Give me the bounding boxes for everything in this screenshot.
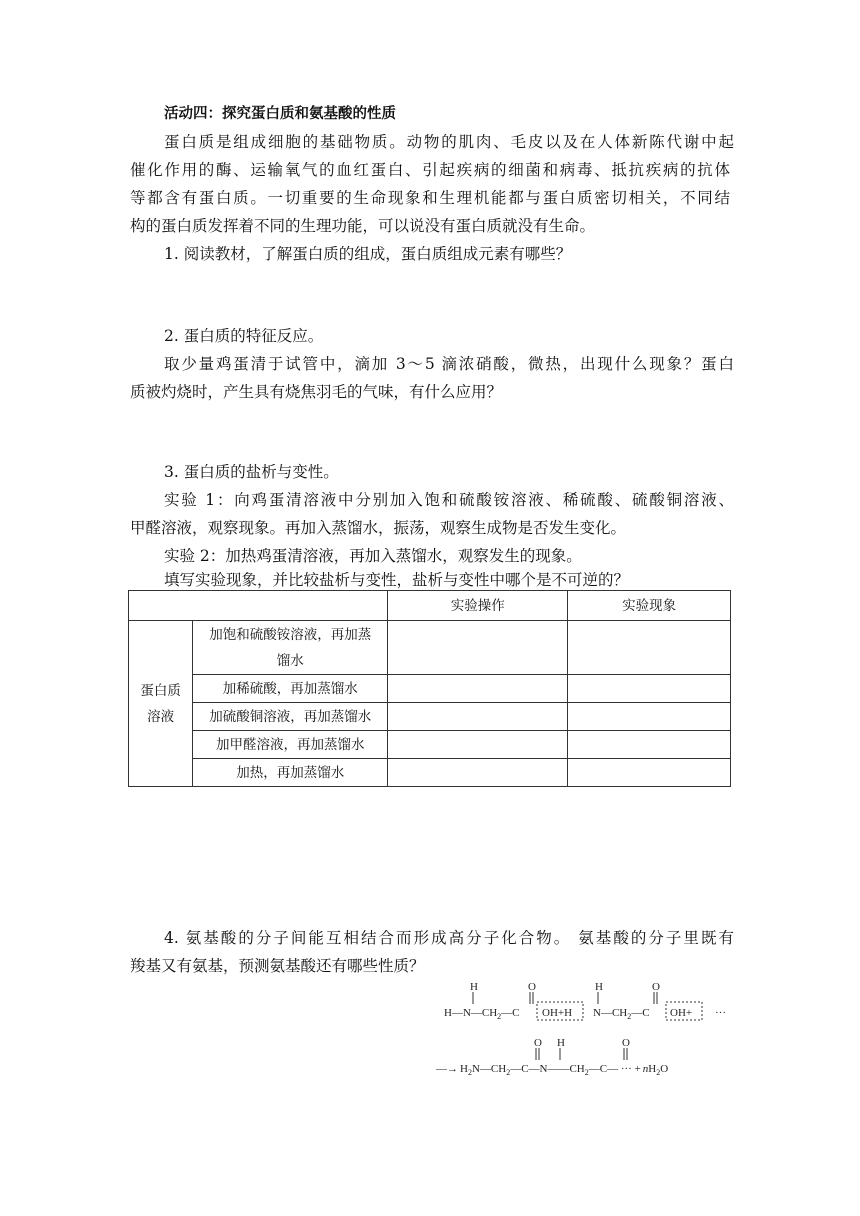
table-cell-operation[interactable] xyxy=(388,675,568,703)
table-cell-phenomenon[interactable] xyxy=(568,621,731,675)
table-header-phenomenon: 实验现象 xyxy=(568,591,731,621)
experiment-1-line-1: 实验 1：向鸡蛋清溶液中分别加入饱和硫酸铵溶液、稀硫酸、硫酸铜溶液、 xyxy=(164,491,734,509)
table-cell-condition: 加热，再加蒸馏水 xyxy=(193,759,388,787)
table-header-operation: 实验操作 xyxy=(388,591,568,621)
formula-fragment: OH+H xyxy=(542,1007,573,1019)
table-row xyxy=(129,759,731,787)
atom-o: O xyxy=(652,981,660,993)
table-cell-operation[interactable] xyxy=(388,759,568,787)
atom-o: O xyxy=(528,981,536,993)
atom-o: O xyxy=(622,1037,630,1049)
condition-line: 馏水 xyxy=(276,652,304,669)
intro-line-4: 构的蛋白质发挥着不同的生理功能，可以说没有蛋白质就没有生命。 xyxy=(130,217,596,235)
table-cell-condition: 加硫酸铜溶液，再加蒸馏水 xyxy=(193,703,388,731)
question-2-line-1: 取少量鸡蛋清于试管中，滴加 3～5 滴浓硝酸，微热，出现什么现象？蛋白 xyxy=(164,355,734,373)
formula-fragment: $N—CH_2—C$ xyxy=(593,1007,650,1021)
table-cell-phenomenon[interactable] xyxy=(568,703,731,731)
question-2-line-2: 质被灼烧时，产生具有烧焦羽毛的气味，有什么应用？ xyxy=(130,383,503,401)
peptide-reaction-equation xyxy=(430,978,730,1080)
question-4-line-1: 4. 氨基酸的分子间能互相结合而形成高分子化合物。 氨基酸的分子里既有 xyxy=(164,929,734,947)
table-cell-operation[interactable] xyxy=(388,703,568,731)
table-row xyxy=(129,703,731,731)
table-cell-phenomenon[interactable] xyxy=(568,731,731,759)
table-cell-condition: 加稀硫酸，再加蒸馏水 xyxy=(193,675,388,703)
question-1: 1. 阅读教材，了解蛋白质的组成，蛋白质组成元素有哪些？ xyxy=(164,245,572,263)
activity-heading: 活动四：探究蛋白质和氨基酸的性质 xyxy=(164,106,396,122)
question-3-title: 3. 蛋白质的盐析与变性。 xyxy=(164,463,339,481)
table-row xyxy=(129,675,731,703)
experiment-2: 实验 2：加热鸡蛋清溶液，再加入蒸馏水，观察发生的现象。 xyxy=(164,547,582,565)
intro-line-2: 催化作用的酶、运输氧气的血红蛋白、引起疾病的细菌和病毒、抵抗疾病的抗体 xyxy=(130,161,730,179)
experiment-1-line-2: 甲醛溶液，观察现象。再加入蒸馏水，振荡，观察生成物是否发生变化。 xyxy=(130,519,627,537)
table-cell-phenomenon[interactable] xyxy=(568,675,731,703)
table-row xyxy=(129,621,731,675)
table-cell-phenomenon[interactable] xyxy=(568,759,731,787)
atom-h: H xyxy=(595,981,603,993)
formula-fragment: —→ $H_2N—CH_2—C—N——CH_2—C—$ ··· + $nH_2O$ xyxy=(436,1063,669,1077)
table-row xyxy=(129,731,731,759)
question-2-title: 2. 蛋白质的特征反应。 xyxy=(164,327,324,345)
question-3-instruction: 填写实验现象，并比较盐析与变性，盐析与变性中哪个是不可逆的？ xyxy=(164,571,630,589)
table-header-empty xyxy=(129,591,388,621)
ellipsis: ··· xyxy=(715,1007,726,1019)
group-label-line-2: 溶液 xyxy=(147,708,175,725)
table-header-row xyxy=(129,591,731,621)
table-cell-operation[interactable] xyxy=(388,731,568,759)
experiment-table xyxy=(128,590,731,787)
group-label-line-1: 蛋白质 xyxy=(140,682,181,699)
question-4-line-2: 羧基又有氨基，预测氨基酸还有哪些性质？ xyxy=(130,957,425,975)
intro-line-1: 蛋白质是组成细胞的基础物质。动物的肌肉、毛皮以及在人体新陈代谢中起 xyxy=(164,133,734,151)
table-cell-condition xyxy=(193,621,388,675)
condition-line: 加饱和硫酸铵溶液，再加蒸 xyxy=(209,626,372,643)
table-group-label xyxy=(129,621,193,787)
atom-h: H xyxy=(557,1037,565,1049)
formula-fragment: OH+ xyxy=(670,1007,693,1019)
atom-o: O xyxy=(534,1037,542,1049)
formula-fragment: $H—N—CH_2—C$ xyxy=(444,1007,520,1021)
atom-h: H xyxy=(470,981,478,993)
table-cell-operation[interactable] xyxy=(388,621,568,675)
table-cell-condition: 加甲醛溶液，再加蒸馏水 xyxy=(193,731,388,759)
intro-line-3: 等都含有蛋白质。一切重要的生命现象和生理机能都与蛋白质密切相关，不同结 xyxy=(130,189,730,207)
